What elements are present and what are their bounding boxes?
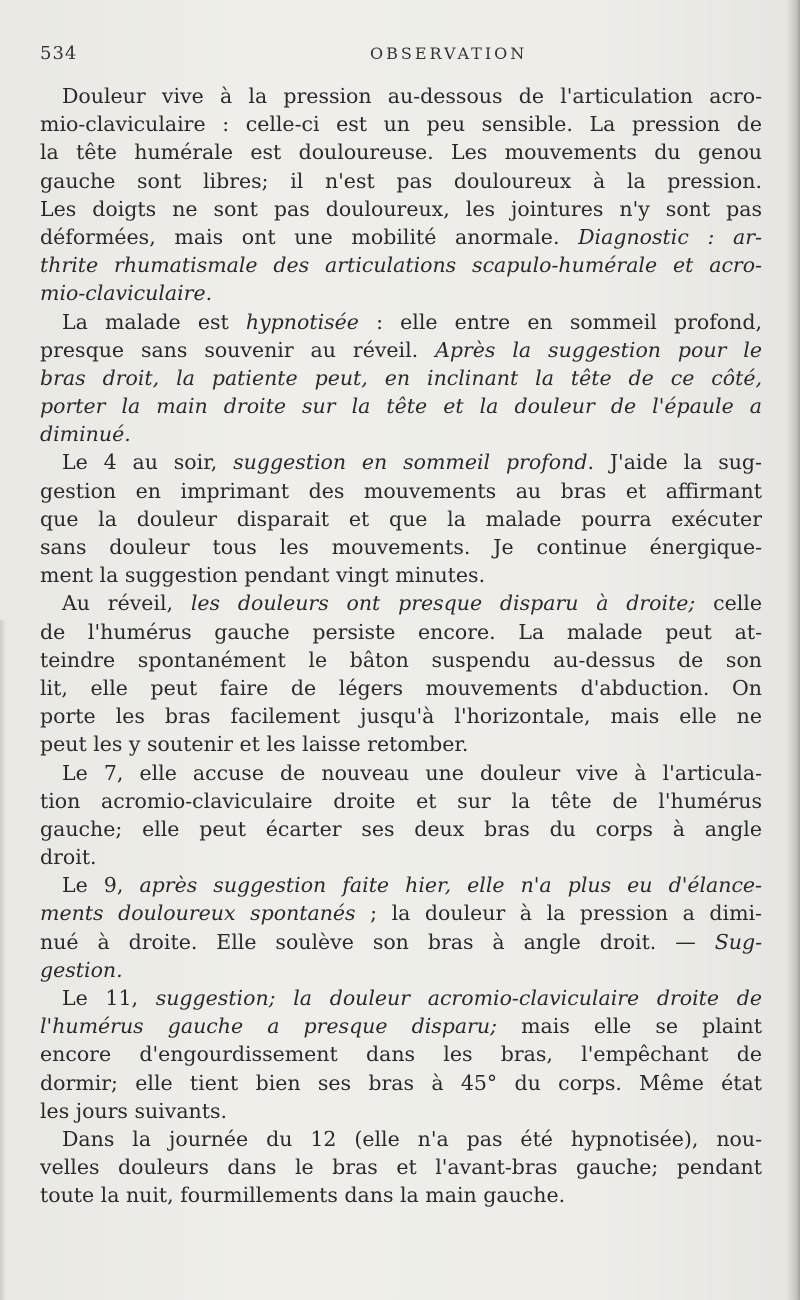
italic-text: gestion. [40, 957, 123, 982]
text-segment: droit. [40, 845, 97, 870]
text-segment: Les doigts ne sont pas douloureux, les jointures n'y sont pas [40, 196, 762, 221]
italic-text: porter la main droite sur la tête et la douleur de l'épaule a [40, 394, 762, 419]
text-line [40, 843, 762, 871]
italic-text: suggestion en sommeil profond [233, 450, 588, 475]
text-line [40, 815, 762, 843]
text-segment: teindre spontanément le bâton suspendu au-dessus de son [40, 647, 762, 672]
text-line [40, 223, 762, 251]
text-line [40, 477, 762, 505]
text-line [40, 618, 762, 646]
italic-text: diminué. [40, 422, 131, 447]
text-line [40, 928, 762, 956]
text-segment: Au réveil, [62, 591, 191, 616]
text-segment: toute la nuit, fourmillements dans la main gauche. [40, 1183, 566, 1208]
text-line [40, 1153, 762, 1181]
text-line [40, 561, 762, 589]
text-line [40, 1012, 762, 1040]
text-line [40, 364, 762, 392]
text-segment: Douleur vive à la pression au-dessous de l'articulation acro- [62, 84, 762, 108]
text-line [40, 1181, 762, 1209]
text-segment: lit, elle peut faire de légers mouvements d'abduction. On [40, 675, 762, 700]
text-line [40, 984, 762, 1012]
text-segment: sans douleur tous les mouvements. Je continue énergique- [40, 535, 762, 559]
running-head: OBSERVATION [370, 44, 528, 63]
text-line [40, 308, 762, 336]
text-segment: Le 9, [62, 873, 140, 898]
text-line [40, 1040, 762, 1068]
italic-text: Sug- [714, 929, 762, 954]
text-line [40, 759, 762, 787]
italic-text: ments douloureux spontanés [40, 901, 356, 926]
text-segment: encore d'engourdissement dans les bras, l'empêchant de [40, 1042, 762, 1067]
italic-text: Après la suggestion pour le [435, 337, 762, 362]
text-segment: Le 7, elle accuse de nouveau une douleur vive à l'articula- [62, 760, 762, 785]
text-line [40, 448, 762, 476]
text-line [40, 251, 762, 279]
text-segment: porte les bras facilement jusqu'à l'horizontale, mais elle ne [40, 704, 762, 729]
text-line [40, 787, 762, 815]
text-line [40, 730, 762, 758]
text-segment: tion acromio-claviculaire droite et sur la tête de l'humérus [40, 788, 762, 813]
text-segment: mais elle se plaint [497, 1014, 762, 1039]
text-line [40, 956, 762, 984]
italic-text: Diagnostic : ar- [578, 224, 762, 249]
text-line [40, 702, 762, 730]
page-edge-shadow [786, 0, 800, 1300]
text-line [40, 1125, 762, 1153]
text-line [40, 195, 762, 223]
text-segment: peut les y soutenir et les laisse retomber. [40, 732, 469, 757]
text-line [40, 138, 762, 166]
italic-text: l'humérus gauche a presque disparu; [40, 1014, 498, 1039]
page-gutter-shadow [0, 620, 6, 1300]
text-line [40, 392, 762, 420]
text-segment: . J'aide la sug- [587, 450, 762, 475]
text-segment: nué à droite. Elle soulève son bras à angle droit. — [40, 929, 715, 954]
italic-text: bras droit, la patiente peut, en inclinant la tête de ce côté, [40, 365, 762, 390]
italic-text: mio-claviculaire. [40, 281, 213, 306]
text-line [40, 1069, 762, 1097]
text-segment: : elle entre en sommeil profond, [358, 309, 762, 334]
text-segment: presque sans souvenir au réveil. [40, 337, 436, 362]
page-header [40, 43, 760, 73]
text-segment: Le 4 au soir, [62, 450, 234, 475]
text-line [40, 646, 762, 674]
italic-text: les douleurs ont presque disparu à droite; [190, 591, 696, 616]
text-segment: gestion en imprimant des mouvements au bras et affirmant [40, 478, 762, 503]
page-number: 534 [40, 43, 78, 64]
italic-text: hypnotisée [245, 309, 359, 334]
text-line [40, 82, 762, 110]
text-segment: celle [695, 591, 762, 616]
text-segment: La malade est [62, 309, 246, 334]
text-segment: mio-claviculaire : celle-ci est un peu sensible. La pression de [40, 112, 762, 137]
text-line [40, 167, 762, 195]
body-text [40, 82, 762, 1210]
text-line [40, 505, 762, 533]
text-line [40, 899, 762, 927]
text-line [40, 1097, 762, 1125]
text-segment: Le 11, [62, 986, 156, 1010]
text-line [40, 420, 762, 448]
text-segment: velles douleurs dans le bras et l'avant-bras gauche; pendant [40, 1155, 762, 1180]
text-segment: Dans la journée du 12 (elle n'a pas été hypnotisée), nou- [62, 1126, 762, 1151]
text-segment: ment la suggestion pendant vingt minutes. [40, 563, 486, 588]
text-line [40, 589, 762, 617]
text-line [40, 110, 762, 138]
text-segment: gauche; elle peut écarter ses deux bras du corps à angle [40, 816, 762, 841]
text-line [40, 336, 762, 364]
text-line [40, 533, 762, 561]
italic-text: suggestion; la douleur acromio-claviculaire droite de [155, 986, 762, 1010]
text-line [40, 674, 762, 702]
text-segment: déformées, mais ont une mobilité anormale. [40, 224, 579, 249]
text-segment: ; la douleur à la pression a dimi- [355, 901, 762, 926]
text-segment: les jours suivants. [40, 1098, 228, 1123]
italic-text: thrite rhumatismale des articulations scapulo-humérale et acro- [40, 253, 762, 278]
text-line [40, 279, 762, 307]
text-line [40, 871, 762, 899]
text-segment: de l'humérus gauche persiste encore. La malade peut at- [40, 619, 762, 644]
text-segment: dormir; elle tient bien ses bras à 45° du corps. Même état [40, 1070, 762, 1095]
text-segment: gauche sont libres; il n'est pas douloureux à la pression. [40, 168, 762, 193]
text-segment: que la douleur disparait et que la malade pourra exécuter [40, 506, 762, 531]
text-segment: la tête humérale est douloureuse. Les mouvements du genou [40, 140, 762, 165]
italic-text: après suggestion faite hier, elle n'a plus eu d'élance- [139, 873, 762, 898]
